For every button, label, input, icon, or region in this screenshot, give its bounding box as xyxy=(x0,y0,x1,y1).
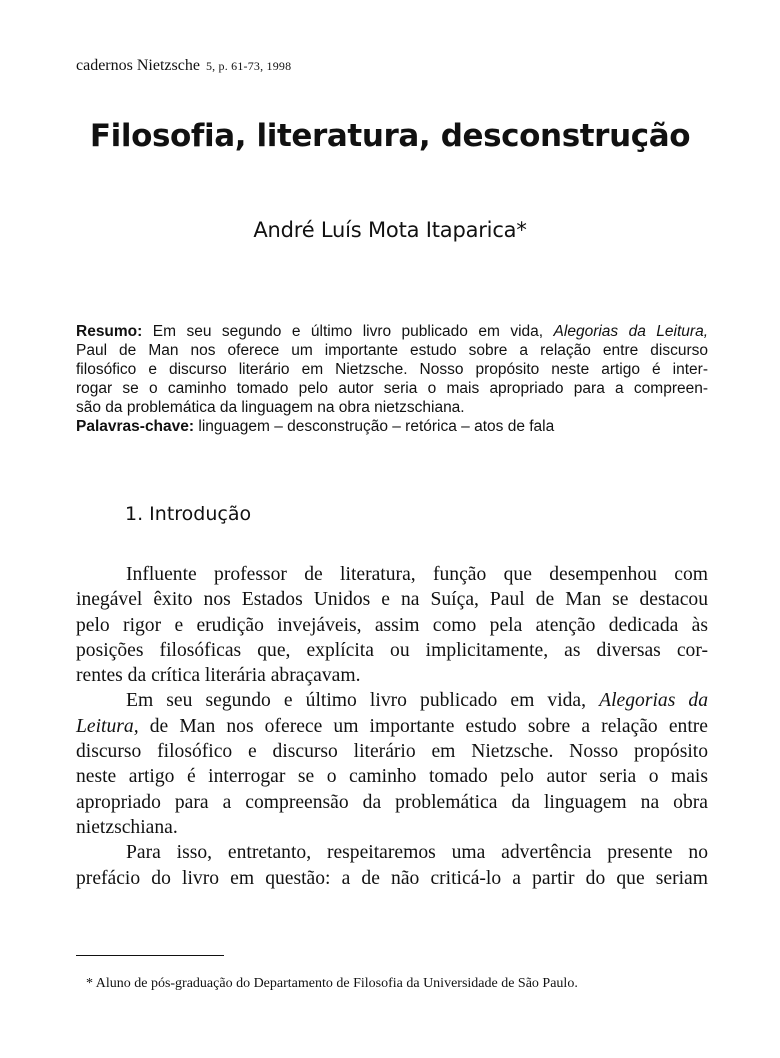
journal-citation: 5, p. 61-73, 1998 xyxy=(205,59,292,73)
paragraph-line: pelo rigor e erudição invejáveis, assim como pela atenção dedicada às xyxy=(76,614,708,636)
journal-name: cadernos Nietzsche xyxy=(76,57,200,74)
paragraph-line: discurso filosófico e discurso literário em Nietzsche. Nosso propósito xyxy=(76,741,708,763)
paragraph-line: apropriado para a compreensão da problemática da linguagem na obra xyxy=(76,791,708,813)
abstract-line: rogar se o caminho tomado pelo autor seria o mais apropriado para a compreen- xyxy=(76,380,708,397)
book-title: Leitura, xyxy=(76,715,139,737)
section-heading: 1. Introdução xyxy=(125,503,252,525)
keywords: linguagem – desconstrução – retórica – atos de fala xyxy=(198,418,555,435)
abstract xyxy=(76,322,708,436)
paragraph-line: posições filosóficas que, explícita ou implicitamente, as diversas cor- xyxy=(76,639,708,661)
body-text xyxy=(76,562,708,891)
abstract-line: filosófico e discurso literário em Nietzsche. Nosso propósito neste artigo é inter- xyxy=(76,361,708,378)
paragraph-line: Para isso, entretanto, respeitaremos uma advertência presente no xyxy=(126,842,708,864)
abstract-line: são da problemática da linguagem na obra nietzschiana. xyxy=(76,399,465,416)
paragraph-line: nietzschiana. xyxy=(76,816,178,838)
abstract-line: Resumo: Em seu segundo e último livro publicado em vida, Alegorias da Leitura, xyxy=(76,323,708,340)
paragraph-line: inegável êxito nos Estados Unidos e na Suíça, Paul de Man se destacou xyxy=(76,589,708,611)
paragraph-line: neste artigo é interrogar se o caminho tomado pelo autor seria o mais xyxy=(76,766,708,788)
paragraph-line: Influente professor de literatura, função que desempenhou com xyxy=(126,564,708,585)
footnote: * Aluno de pós-graduação do Departamento de Filosofia da Universidade de São Paulo. xyxy=(86,976,578,991)
article-author: André Luís Mota Itaparica* xyxy=(253,218,527,242)
paragraph-line: Em seu segundo e último livro publicado em vida, Alegorias da xyxy=(126,690,708,712)
article-title: Filosofia, literatura, desconstrução xyxy=(89,118,691,154)
keywords-line xyxy=(76,417,708,436)
running-head xyxy=(76,57,291,75)
abstract-label: Resumo: xyxy=(76,323,143,340)
abstract-line: Paul de Man nos oferece um importante estudo sobre a relação entre discurso xyxy=(76,342,708,359)
footnote-divider xyxy=(76,955,224,956)
keywords-label: Palavras-chave: xyxy=(76,418,195,435)
book-title: Alegorias da Leitura, xyxy=(553,323,708,340)
paragraph-line: Leitura, de Man nos oferece um importante estudo sobre a relação entre xyxy=(76,715,708,737)
book-title: Alegorias da xyxy=(599,690,708,712)
paragraph-line: rentes da crítica literária abraçavam. xyxy=(76,665,361,687)
paragraph-line: prefácio do livro em questão: a de não criticá-lo a partir do que seriam xyxy=(76,867,708,889)
